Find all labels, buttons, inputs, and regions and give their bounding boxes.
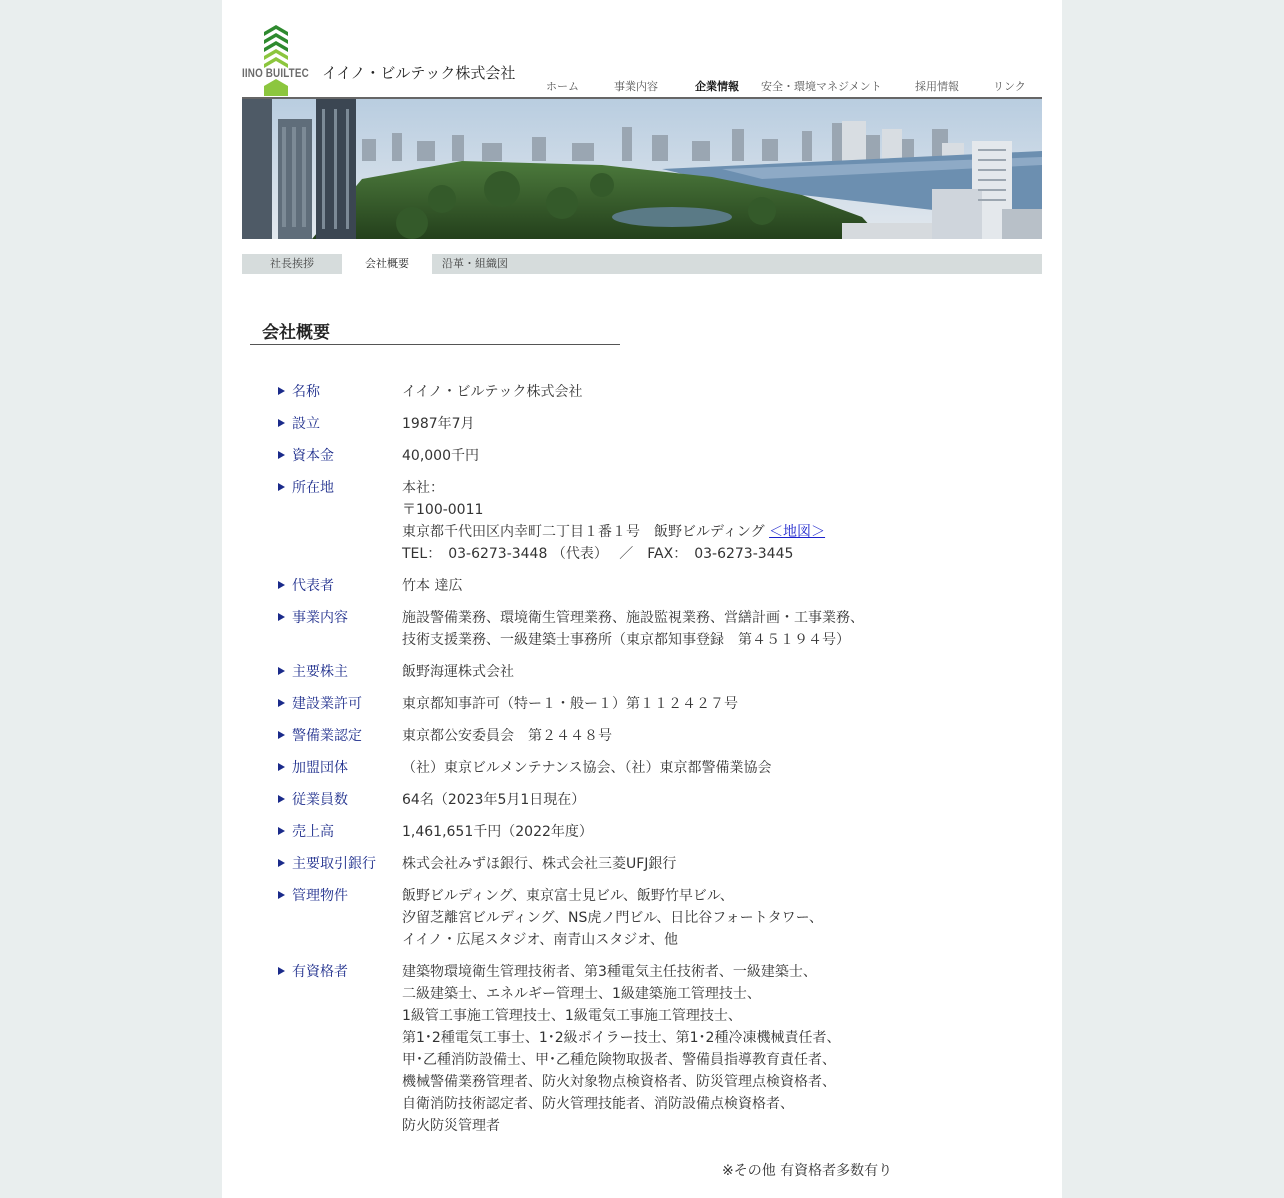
- row-label: 有資格者: [292, 964, 348, 980]
- row-value: 東京都知事許可（特ー１・般ー１）第１１２４２７号: [402, 696, 738, 712]
- tab-company-overview[interactable]: 会社概要: [342, 254, 432, 274]
- row-label: 管理物件: [292, 888, 348, 904]
- tab-history-organization[interactable]: 沿革・組織図: [442, 257, 508, 270]
- row-value: 64名（2023年5月1日現在）: [402, 792, 586, 808]
- bullet-arrow-icon: [278, 891, 285, 899]
- row-value: イイノ・ビルテック株式会社: [402, 384, 583, 400]
- bullet-arrow-icon: [278, 699, 285, 707]
- row-value: 飯野海運株式会社: [402, 664, 514, 680]
- row-value: 株式会社みずほ銀行、株式会社三菱UFJ銀行: [402, 856, 677, 872]
- row-label: 所在地: [292, 480, 334, 496]
- row-label: 警備業認定: [292, 728, 362, 744]
- row-label: 事業内容: [292, 610, 348, 626]
- nav-home[interactable]: ホーム: [546, 80, 579, 93]
- map-link[interactable]: ＜地図＞: [769, 524, 826, 540]
- row-label: 主要株主: [292, 664, 348, 680]
- page-container: [222, 0, 1062, 1198]
- row-value: 東京都公安委員会 第２４４８号: [402, 728, 612, 744]
- bullet-arrow-icon: [278, 387, 285, 395]
- nav-links[interactable]: リンク: [993, 80, 1026, 93]
- row-label: 従業員数: [292, 792, 348, 808]
- footnote: ※その他 有資格者多数有り: [722, 1163, 893, 1179]
- sub-nav: [242, 254, 1042, 274]
- row-value: 1987年7月: [402, 416, 475, 432]
- bullet-arrow-icon: [278, 827, 285, 835]
- bullet-arrow-icon: [278, 667, 285, 675]
- nav-company-info[interactable]: 企業情報: [695, 80, 739, 93]
- bullet-arrow-icon: [278, 451, 285, 459]
- row-label: 主要取引銀行: [292, 856, 376, 872]
- row-value: 飯野ビルディング、東京富士見ビル、飯野竹早ビル、 汐留芝離宮ビルディング、NS虎ノ門ビル、日比谷フォートタワー、 イイノ・広尾スタジオ、南青山スタジオ、他: [402, 888, 824, 948]
- bullet-arrow-icon: [278, 581, 285, 589]
- bullet-arrow-icon: [278, 731, 285, 739]
- row-label: 売上高: [292, 824, 334, 840]
- bullet-arrow-icon: [278, 795, 285, 803]
- row-value: 竹本 達広: [402, 578, 463, 594]
- row-value: 建築物環境衛生管理技術者、第3種電気主任技術者、一級建築士、 二級建築士、エネルギー管理士、1級建築施工管理技士、 1級管工事施工管理技士、1級電気工事施工管理技士、 第1･2種電気工事士、1･2級ボイラー技士、第1･2種冷凍機械責任者、 甲･乙種消防設備士、甲･乙種危険物取扱者、警備員指導教育責任者、 機械警備業務管理者、防火対象物点検資格者、防災管理点検資格者、 自衛消防技術認定者、防火管理技能者、消防設備点検資格者、 防火防災管理者: [402, 964, 841, 1134]
- bullet-arrow-icon: [278, 483, 285, 491]
- page-title: 会社概要: [262, 323, 330, 343]
- row-label: 建設業許可: [292, 696, 362, 712]
- row-label: 名称: [292, 384, 320, 400]
- row-value: 1,461,651千円（2022年度）: [402, 824, 593, 840]
- row-value: 本社： 〒100-0011 東京都千代田区内幸町二丁目１番１号 飯野ビルディング ＜地図＞ TEL： 03-6273-3448 （代表） ／ FAX： 03-6273-3445: [402, 480, 826, 562]
- bullet-arrow-icon: [278, 419, 285, 427]
- heading-underline: [250, 344, 620, 345]
- row-value: 40,000千円: [402, 448, 479, 464]
- row-label: 設立: [292, 416, 320, 432]
- logo-text: IINO BUILTEC: [242, 66, 309, 80]
- tab-president-message[interactable]: 社長挨拶: [270, 257, 314, 270]
- row-label: 代表者: [292, 578, 334, 594]
- bullet-arrow-icon: [278, 613, 285, 621]
- nav-recruit[interactable]: 採用情報: [915, 80, 959, 93]
- hero-cityscape-image: [242, 99, 1042, 239]
- row-label: 資本金: [292, 448, 334, 464]
- company-logo-icon[interactable]: [242, 24, 314, 96]
- nav-safety-environment[interactable]: 安全・環境マネジメント: [761, 80, 882, 93]
- company-name: イイノ・ビルテック株式会社: [322, 64, 516, 82]
- nav-business[interactable]: 事業内容: [614, 80, 658, 93]
- row-value: （社）東京ビルメンテナンス協会、（社）東京都警備業協会: [402, 760, 772, 776]
- row-value: 施設警備業務、環境衛生管理業務、施設監視業務、営繕計画・工事業務、 技術支援業務、一級建築士事務所（東京都知事登録 第４５１９４号）: [402, 610, 864, 648]
- row-label: 加盟団体: [292, 760, 348, 776]
- bullet-arrow-icon: [278, 859, 285, 867]
- bullet-arrow-icon: [278, 967, 285, 975]
- bullet-arrow-icon: [278, 763, 285, 771]
